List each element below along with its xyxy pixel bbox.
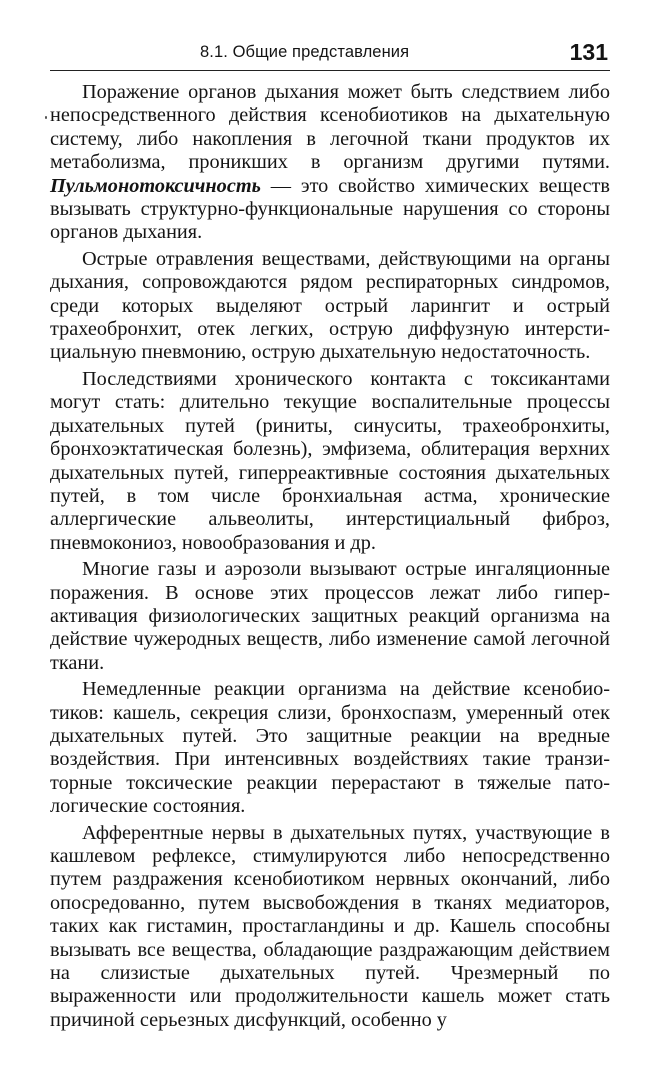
paragraph-1-text: Поражение органов дыхания может быть следствием либо непосредственного действия ксенобиотиков на дыхательную систему, либо накопления в легочной ткани продуктов их метаболизма, проникших в организм другими путями. xyxy=(50,81,610,174)
term-definition: — это свойство химических веществ вызывать структурно-функциональные нарушения со стороны органов дыхания. xyxy=(50,174,610,244)
paragraph-2: Острые отравления веществами, действующими на органы дыхания, сопровождаются рядом респираторных синдромов, среди которых выделяют острый ларингит и острый трахеобронхит, отек легких, острую диффузную интерстициальную пневмонию, острую дыхательную недостаточность. xyxy=(50,247,610,364)
paragraph-6: Афферентные нервы в дыхательных путях, участвующие в кашлевом рефлексе, стимулируются либо непосредственно путем раздражения ксенобиотиком нервных окончаний, либо опосредованно, путем высвобождения в тканях медиаторов, таких как гистамин, простагландины и др. Кашель способны вызывать все вещества, обладающие раздражающим действием на слизистые дыхательных путей. Чрезмерный по выраженности или продолжительности кашель может стать причиной серьезных дисфункций, особенно у xyxy=(50,821,610,1031)
term-pulmonotoxicity: Пульмонотоксичность xyxy=(50,174,261,197)
paragraph-3: Последствиями хронического контакта с токсикантами могут стать: длительно текущие воспалительные процессы дыхательных путей (риниты, синуситы, трахеобронхиты, бронхоэктатическая болезнь), эмфизема, облитерация верхних дыхательных путей, гиперреактивные состояния дыхательных путей, в том числе бронхиальная астма, хронические аллергические альвеолиты, интерстициальный фиброз, пневмокониоз, новообразования и др. xyxy=(50,367,610,554)
text-body xyxy=(50,81,610,1035)
paragraph-1 xyxy=(50,81,610,245)
section-title: 8.1. Общие представления xyxy=(200,43,410,61)
page-number: 131 xyxy=(569,39,608,65)
paragraph-5: Немедленные реакции организма на действие ксенобиотиков: кашель, секреция слизи, бронхоспазм, умеренный отек дыхательных путей. Это защитные реакции на вредные воздействия. При интенсивных воздействиях такие транзиторные токсические реакции перерастают в тяжелые патологические состояния. xyxy=(50,678,610,818)
print-speck xyxy=(45,116,47,119)
running-head xyxy=(50,38,610,71)
paragraph-4: Многие газы и аэрозоли вызывают острые ингаляционные поражения. В основе этих процессов лежат либо гиперактивация физиологических защитных реакций организма на действие чужеродных веществ, либо изменение самой легочной ткани. xyxy=(50,558,610,674)
